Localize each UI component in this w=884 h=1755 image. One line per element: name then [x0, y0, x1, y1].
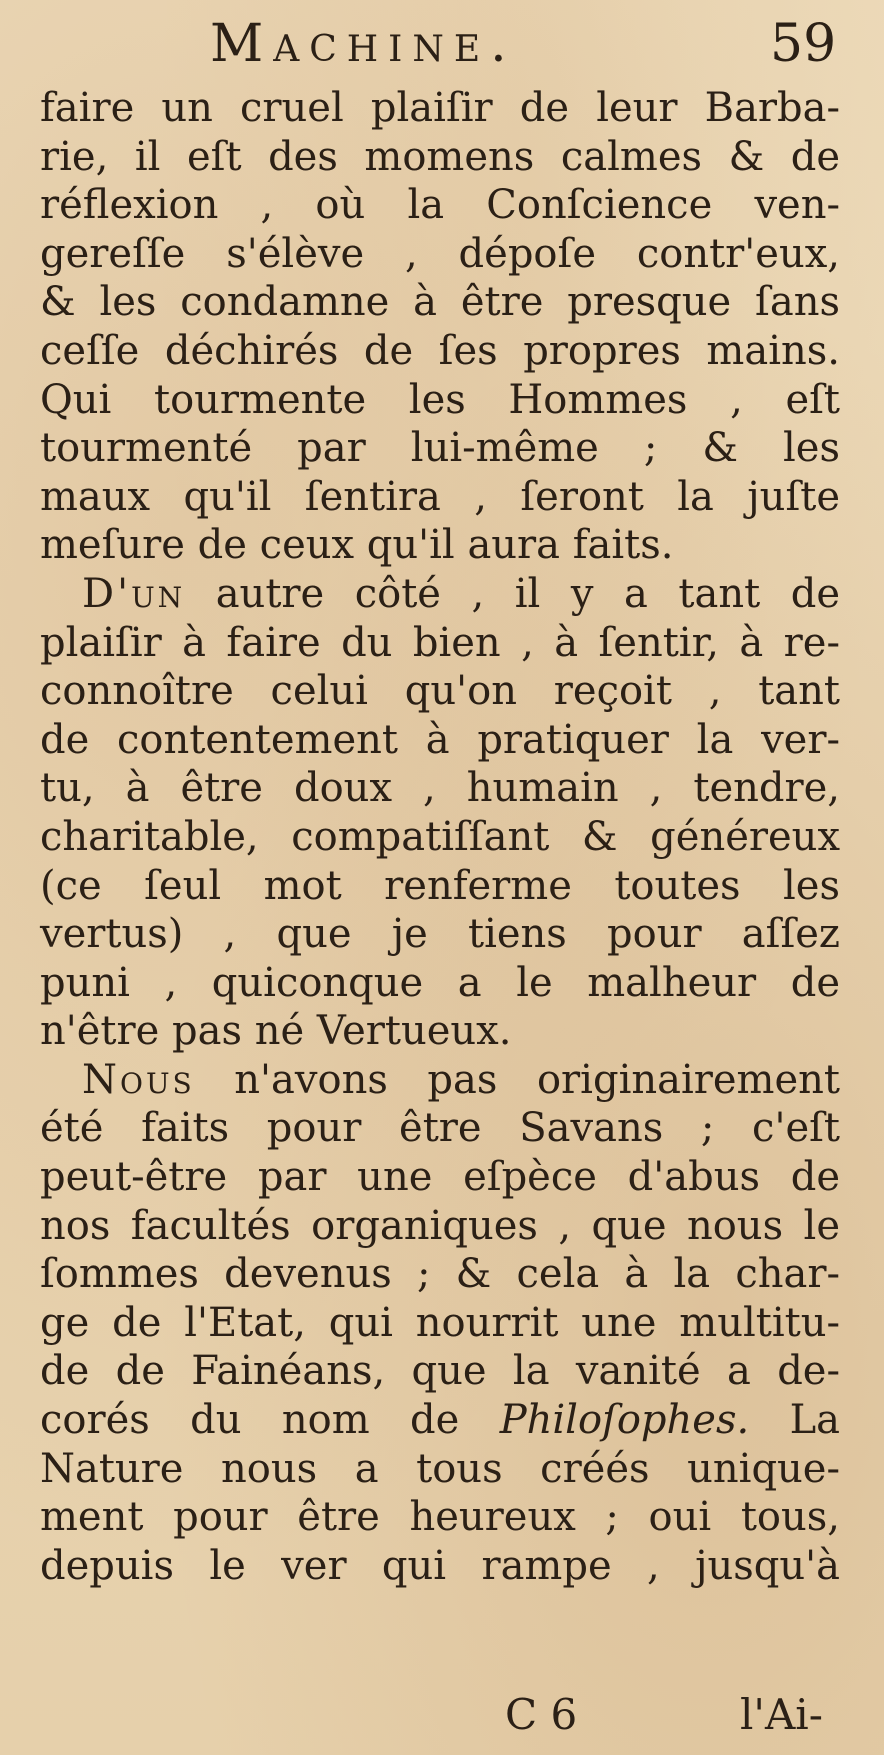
- text-line: maux qu'il ſentira , ſeront la juſte: [40, 473, 840, 520]
- text-line: faire un cruel plaiſir de leur Barba-: [40, 85, 840, 131]
- text-line: rie, il eſt des momens calmes & de: [40, 133, 840, 180]
- paragraph-lead: D'un: [82, 570, 186, 617]
- text-line: n'être pas né Vertueux.: [40, 1008, 512, 1055]
- text-line: tu, à être doux , humain , tendre,: [40, 765, 840, 812]
- text-line: vertus) , que je tiens pour aſſez: [40, 911, 840, 958]
- text-line: (ce ſeul mot renferme toutes les: [40, 862, 840, 909]
- text-line: plaiſir à faire du bien , à ſentir, à re-: [40, 619, 840, 666]
- text-segment: La: [749, 1397, 840, 1444]
- page-number: 59: [770, 14, 837, 74]
- text-line: ment pour être heureux ; oui tous,: [40, 1494, 840, 1541]
- text-line-with-italic: [40, 1396, 840, 1445]
- text-line: connoître celui qu'on reçoit , tant: [40, 668, 840, 715]
- paragraph-opening: [40, 570, 840, 619]
- body-text: [40, 84, 840, 1590]
- text-line: ge de l'Etat, qui nourrit une multitu-: [40, 1299, 840, 1346]
- paragraph-lead-rest: autre côté , il y a tant de: [185, 570, 840, 617]
- running-title: Machine.: [210, 14, 517, 74]
- paragraph-lead: Nous: [82, 1056, 195, 1103]
- page-footer: [0, 1690, 884, 1746]
- text-line: Nature nous a tous créés unique-: [40, 1445, 840, 1492]
- text-line: depuis le ver qui rampe , jusqu'à: [40, 1542, 840, 1589]
- text-line: réflexion , où la Conſcience ven-: [40, 182, 840, 229]
- text-line: peut-être par une eſpèce d'abus de: [40, 1154, 840, 1201]
- text-segment: corés du nom de: [40, 1397, 500, 1444]
- text-line: nos facultés organiques , que nous le: [40, 1202, 840, 1249]
- text-line: & les condamne à être presque ſans: [40, 279, 840, 326]
- text-line: Qui tourmente les Hommes , eſt: [40, 376, 840, 423]
- text-line: de contentement à pratiquer la ver-: [40, 716, 840, 763]
- paragraph-opening: [40, 1056, 840, 1105]
- text-line: puni , quiconque a le malheur de: [40, 959, 840, 1006]
- text-line: ceſſe déchirés de ſes propres mains.: [40, 327, 840, 374]
- paragraph-lead-rest: n'avons pas originairement: [194, 1056, 840, 1103]
- italic-word: Philoſophes.: [499, 1397, 750, 1444]
- text-line: été faits pour être Savans ; c'eſt: [40, 1105, 840, 1152]
- signature-mark: C 6: [505, 1690, 578, 1739]
- text-line: de de Fainéans, que la vanité a de-: [40, 1348, 840, 1395]
- text-line: meſure de ceux qu'il aura faits.: [40, 522, 674, 569]
- text-line: gereſſe s'élève , dépoſe contr'eux,: [40, 230, 840, 277]
- page-header: [0, 14, 884, 86]
- text-line: tourmenté par lui-même ; & les: [40, 425, 840, 472]
- text-line: charitable, compatiſſant & généreux: [40, 813, 840, 860]
- text-line: ſommes devenus ; & cela à la char-: [40, 1251, 840, 1298]
- catchword: l'Ai-: [740, 1690, 823, 1739]
